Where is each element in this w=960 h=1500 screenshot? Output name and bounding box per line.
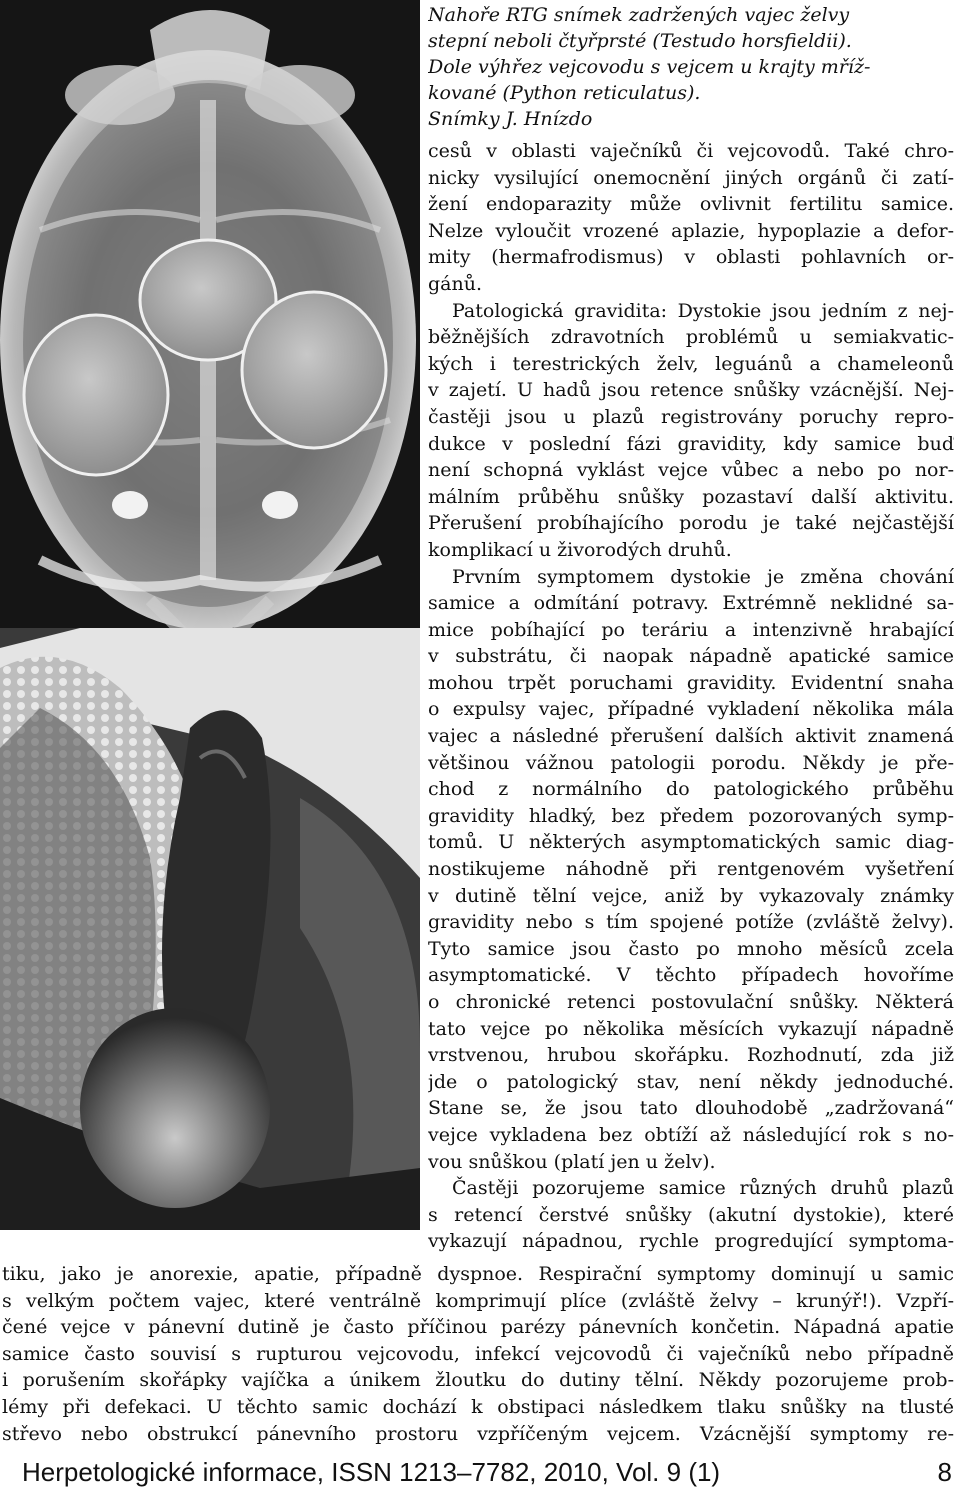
text-line: tato vejce po několika měsících vykazují nápadně xyxy=(428,1017,954,1040)
python-oviduct-photo xyxy=(0,628,420,1230)
text-line: v substrátu, či naopak nápadně apatické samice xyxy=(428,645,954,668)
xray-tortoise-photo xyxy=(0,0,420,640)
text-line: žení endoparazity může ovlivnit fertilitu samice. xyxy=(428,193,954,216)
text-line: mohou trpět poruchami gravidity. Evidentní snaha xyxy=(428,671,954,694)
text-line: s retencí čerstvé snůšky (akutní dystokie), které xyxy=(428,1203,954,1226)
text-line: nostikujeme náhodně při rentgenovém vyšetření xyxy=(428,858,954,881)
text-line: většinou vážnou patologii porodu. Někdy je pře- xyxy=(428,751,954,774)
text-line: Prvním symptomem dystokie je změna chování xyxy=(452,565,954,588)
text-line: gravidity hladký, bez předem pozorovaných symp- xyxy=(428,804,954,827)
text-line: tiku, jako je anorexie, apatie, případně dyspnoe. Respirační symptomy dominují u samic xyxy=(2,1263,954,1285)
text-line: komplikací u živorodých druhů. xyxy=(428,538,732,561)
text-line: vykazují nápadnou, rychle progredující symptoma- xyxy=(428,1230,954,1253)
text-line: lémy při defekaci. U těchto samic dochází k obstipaci následkem tlaku snůšky na tlusté xyxy=(2,1395,954,1418)
text-line: není schopná vyklást vejce vůbec a nebo po nor- xyxy=(428,459,954,482)
text-line: Nelze vyloučit vrozené aplazie, hypoplazie a defor- xyxy=(428,219,954,242)
text-line: o chronické retenci postovulační snůšky. Některá xyxy=(428,991,954,1013)
text-line: v dutině tělní vejce, aniž by vykazovaly známky xyxy=(428,884,954,907)
text-line: Častěji pozorujeme samice různých druhů plazů xyxy=(452,1177,954,1200)
text-line: vejce vykladena bez obtíží až následující rok s no- xyxy=(428,1123,954,1146)
text-line: samice a odmítání potravy. Extrémně neklidné sa- xyxy=(428,592,954,615)
text-line: vrstvenou, hrubou skořápku. Rozhodnutí, zda již xyxy=(428,1044,954,1067)
text-line: jde o patologický stav, není někdy jednoduché. xyxy=(428,1070,954,1093)
text-line: cesů v oblasti vaječníků či vejcovodů. Také chro- xyxy=(428,140,954,162)
text-line: o expulsy vajec, případné vykladení několika mála xyxy=(428,698,954,721)
text-line: mity (hermafrodismus) v oblasti pohlavních or- xyxy=(428,246,954,269)
text-line: v zajetí. U hadů jsou retence snůšky vzácnější. Nej- xyxy=(428,379,954,402)
xray-image xyxy=(0,0,420,640)
text-line: asymptomatické. V těchto případech hovoříme xyxy=(428,964,954,987)
text-line: vajec a následné přerušení dalších aktivit znamená xyxy=(428,725,954,748)
body-text-full xyxy=(2,1261,954,1447)
text-line: i porušením skořápky vajíčka a únikem žloutku do dutiny tělní. Někdy pozorujeme prob- xyxy=(2,1369,954,1392)
text-line: dukce v poslední fázi gravidity, kdy samice buď xyxy=(428,432,954,455)
caption-line: kované (Python reticulatus). xyxy=(428,82,701,104)
text-line: mice pobíhající po teráriu a intenzivně hrabající xyxy=(428,618,954,641)
caption-line: stepní neboli čtyřprsté (Testudo horsfieldii). xyxy=(428,30,852,52)
text-line: chod z normálního do patologického průběhu xyxy=(428,778,954,801)
body-text-column xyxy=(428,138,954,1255)
text-line: vou snůškou (platí jen u želv). xyxy=(428,1150,716,1173)
figure-caption xyxy=(428,2,948,132)
text-line: Přerušení probíhajícího porodu je také nejčastější xyxy=(428,512,954,535)
page-number: 8 xyxy=(937,1457,952,1487)
text-line: častěji jsou u plazů registrovány poruchy repro- xyxy=(428,405,954,428)
caption-line: Snímky J. Hnízdo xyxy=(428,108,593,130)
text-line: gravidity nebo s tím spojené potíže (zvláště želvy). xyxy=(428,911,954,934)
text-line: s velkým počtem vajec, které ventrálně komprimují plíce (zvláště želvy – krunýř!). Vzpří- xyxy=(2,1289,954,1312)
text-line: kých i terestrických želv, leguánů a chameleonů xyxy=(428,352,954,375)
text-line: čené vejce v pánevní dutině je často příčinou parézy pánevních končetin. Nápadná apatie xyxy=(2,1316,954,1339)
text-line: tomů. U některých asymptomatických samic diag- xyxy=(428,831,954,854)
text-line: střevo nebo obstrukcí pánevního prostoru vzpříčeným vejcem. Vzácnější symptomy re- xyxy=(2,1422,954,1445)
journal-citation: Herpetologické informace, ISSN 1213–7782, 2010, Vol. 9 (1) xyxy=(22,1457,721,1487)
text-line: nicky vysilující onemocnění jiných orgánů či zatí- xyxy=(428,166,954,189)
text-line: Patologická gravidita: Dystokie jsou jedním z nej- xyxy=(452,299,954,322)
caption-line: Nahoře RTG snímek zadržených vajec želvy xyxy=(428,4,850,26)
text-line: Stane se, že jsou tato dlouhodobě „zadržovaná“ xyxy=(428,1097,954,1120)
text-line: málním průběhu snůšky pozastaví další aktivitu. xyxy=(428,485,954,508)
text-line: Tyto samice jsou často po mnoho měsíců zcela xyxy=(428,937,954,960)
text-line: běžnějších zdravotních problémů u semiakvatic- xyxy=(428,326,954,349)
page-footer xyxy=(22,1455,952,1489)
python-image xyxy=(0,628,420,1230)
text-line: gánů. xyxy=(428,272,483,295)
caption-line: Dole výhřez vejcovodu s vejcem u krajty mříž- xyxy=(428,56,871,78)
text-line: samice často souvisí s rupturou vejcovodu, infekcí vejcovodů či vaječníků nebo případně xyxy=(2,1342,954,1365)
